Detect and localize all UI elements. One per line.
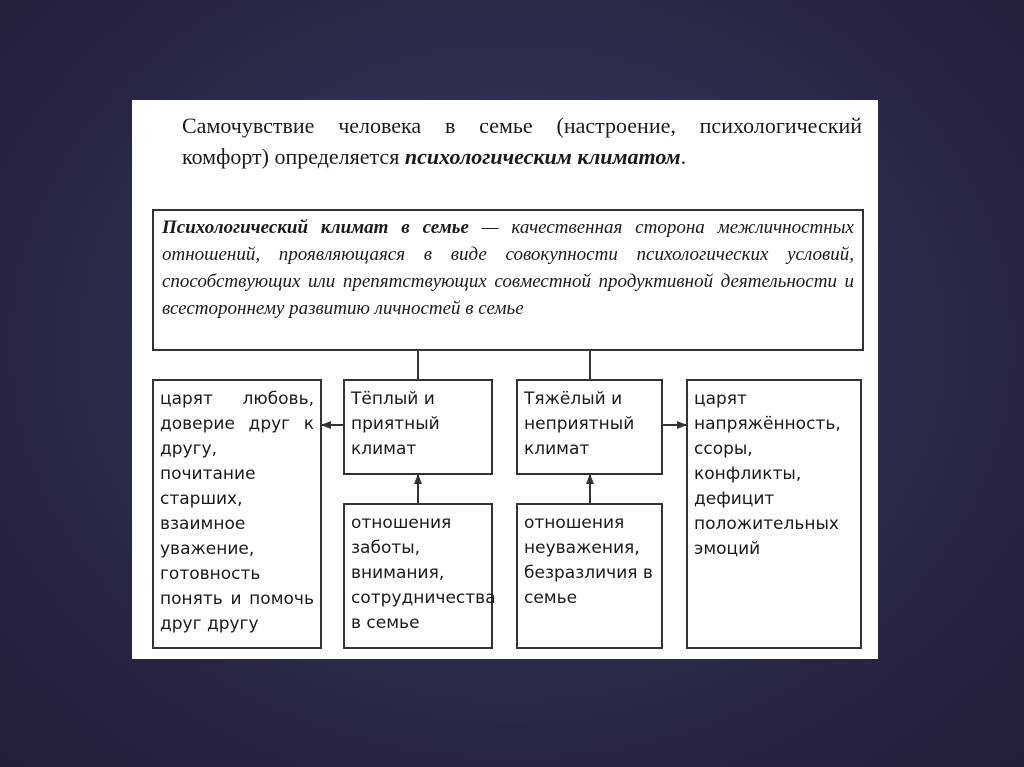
diagram-panel [132,100,878,659]
definition-text: — качественная сторона межличностных отношений, проявляющаяся в виде совокупности психологических условий, способствующих или препятствующих совместной продуктивной деятельности и всестороннему развитию личностей в семье [162,217,854,319]
warm-features-box: царят любовь, доверие друг к другу, почитание старших, взаимное уважение, готовность понять и помочь друг другу [152,379,322,649]
warm-climate-box: Тёплый и приятный климат [343,379,493,475]
intro-emphasis: психологическим климатом [404,144,681,169]
warm-relations-box: отношения заботы, внимания, сотрудничества в семье [343,503,493,649]
heavy-relations-box: отношения неуважения, безразличия в семье [516,503,663,649]
definition-term: Психологический климат в семье [162,217,469,238]
heavy-climate-box: Тяжёлый и неприятный климат [516,379,663,475]
intro-text: Самочувствие человека в семье (настроение, психологический комфорт) определяется психологическим климатом. [182,113,862,169]
heavy-features-box: царят напряжённость, ссоры, конфликты, дефицит положительных эмоций [686,379,862,649]
